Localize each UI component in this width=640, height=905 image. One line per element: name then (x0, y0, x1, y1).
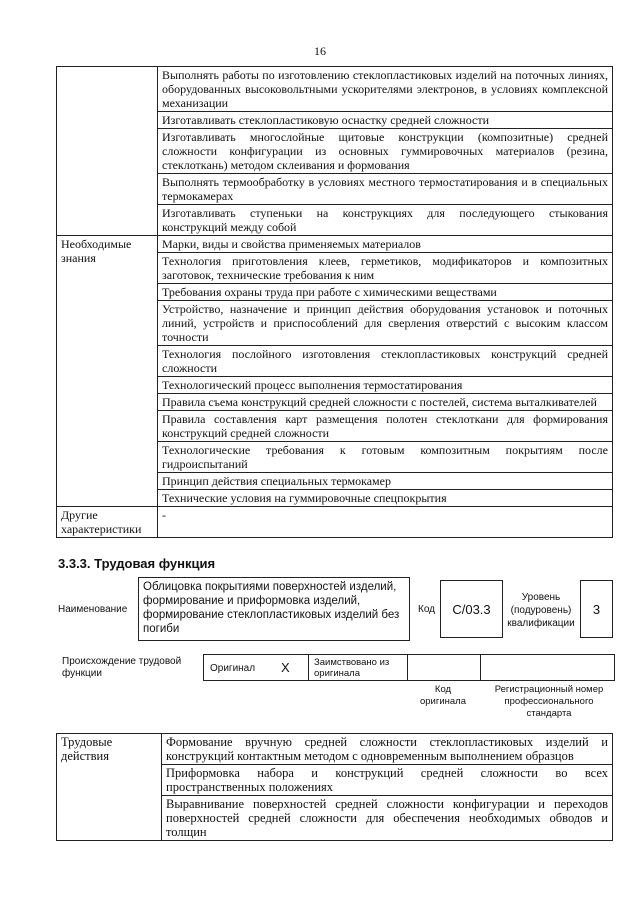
table-cell: Технология послойного изготовления стеклопластиковых конструкций средней сложности (158, 346, 613, 377)
table-cell: Изготавливать ступеньки на конструкциях для последующего стыкования конструкций между собой (158, 205, 613, 236)
name-label: Наименование (58, 604, 128, 615)
table-cell: Марки, виды и свойства применяемых материалов (158, 236, 613, 253)
table-cell: Технические условия на гуммировочные спецпокрытия (158, 490, 613, 507)
section-title: 3.3.3. Трудовая функция (58, 556, 216, 571)
table-cell: Требования охраны труда при работе с химическими веществами (158, 284, 613, 301)
name-value: Облицовка покрытиями поверхностей изделий, формирование и приформовка изделий, формирование стеклопластиковых изделий без погиби (143, 581, 400, 635)
table-cell: Выполнять работы по изготовлению стеклопластиковых изделий на поточных линиях, оборудованных высоковольтными ускорителями электронов, в условиях комплексной механизации (158, 67, 613, 112)
table-cell: Выполнять термообработку в условиях местного термостатирования и в специальных термокамерах (158, 174, 613, 205)
table-cell: Правила съема конструкций средней сложности с постелей, система выталкивателей (158, 394, 613, 411)
level-value: 3 (592, 601, 601, 617)
skills-table (56, 66, 613, 538)
page-number: 16 (314, 44, 326, 58)
labor-actions-table (56, 733, 613, 841)
table-cell: Технологический процесс выполнения термостатирования (158, 377, 613, 394)
row-label-labor-actions: Трудовые действия (57, 734, 162, 841)
borrowed-label: Заимствовано из оригинала (314, 657, 390, 679)
code-label: Код (418, 604, 436, 615)
origin-row (203, 654, 615, 681)
code-value: С/03.3 (452, 601, 491, 617)
level-label: Уровень (подуровень) квалификации (507, 592, 575, 629)
table-cell: - (158, 507, 613, 538)
table-cell: Технология приготовления клеев, герметиков, модификаторов и композитных заготовок, технические требования к ним (158, 253, 613, 284)
table-cell: Формование вручную средней сложности стеклопластиковых изделий и конструкций контактным методом с одновременным выполнением образцов (162, 734, 613, 765)
table-cell: Изготавливать многослойные щитовые конструкции (композитные) средней сложности конфигурации из основных гуммировочных материалов (резина, стеклоткань) методом склеивания и формования (158, 129, 613, 174)
origin-label: Происхождение трудовой функции (62, 656, 182, 679)
table-cell: Правила составления карт размещения полотен стеклоткани для формирования конструкций средней сложности (158, 411, 613, 442)
reg-number-label: Регистрационный номер профессионального стандарта (494, 684, 604, 719)
name-value-box (138, 577, 410, 641)
code-original-label: Код оригинала (419, 684, 466, 707)
original-mark: X (281, 660, 290, 675)
table-cell: Технологические требования к готовым композитным покрытиям после гидроиспытаний (158, 442, 613, 473)
row-label-other: Другие характеристики (57, 507, 158, 538)
table-cell: Принцип действия специальных термокамер (158, 473, 613, 490)
table-cell: Выравнивание поверхностей средней сложности конфигурации и переходов поверхностей средней сложности для обеспечения необходимых обводов и толщин (162, 796, 613, 841)
row-label-skills-continued (57, 67, 158, 236)
table-cell: Изготавливать стеклопластиковую оснастку средней сложности (158, 112, 613, 129)
row-label-knowledge: Необходимые знания (57, 236, 158, 507)
level-value-box (580, 580, 613, 638)
original-label: Оригинал (210, 663, 256, 674)
code-value-box (440, 580, 503, 638)
table-cell: Приформовка набора и конструкций средней сложности во всех пространственных положениях (162, 765, 613, 796)
table-cell: Устройство, назначение и принцип действия оборудования установок и поточных линий, устройств и приспособлений для сверления отверстий с высоким классом точности (158, 301, 613, 346)
